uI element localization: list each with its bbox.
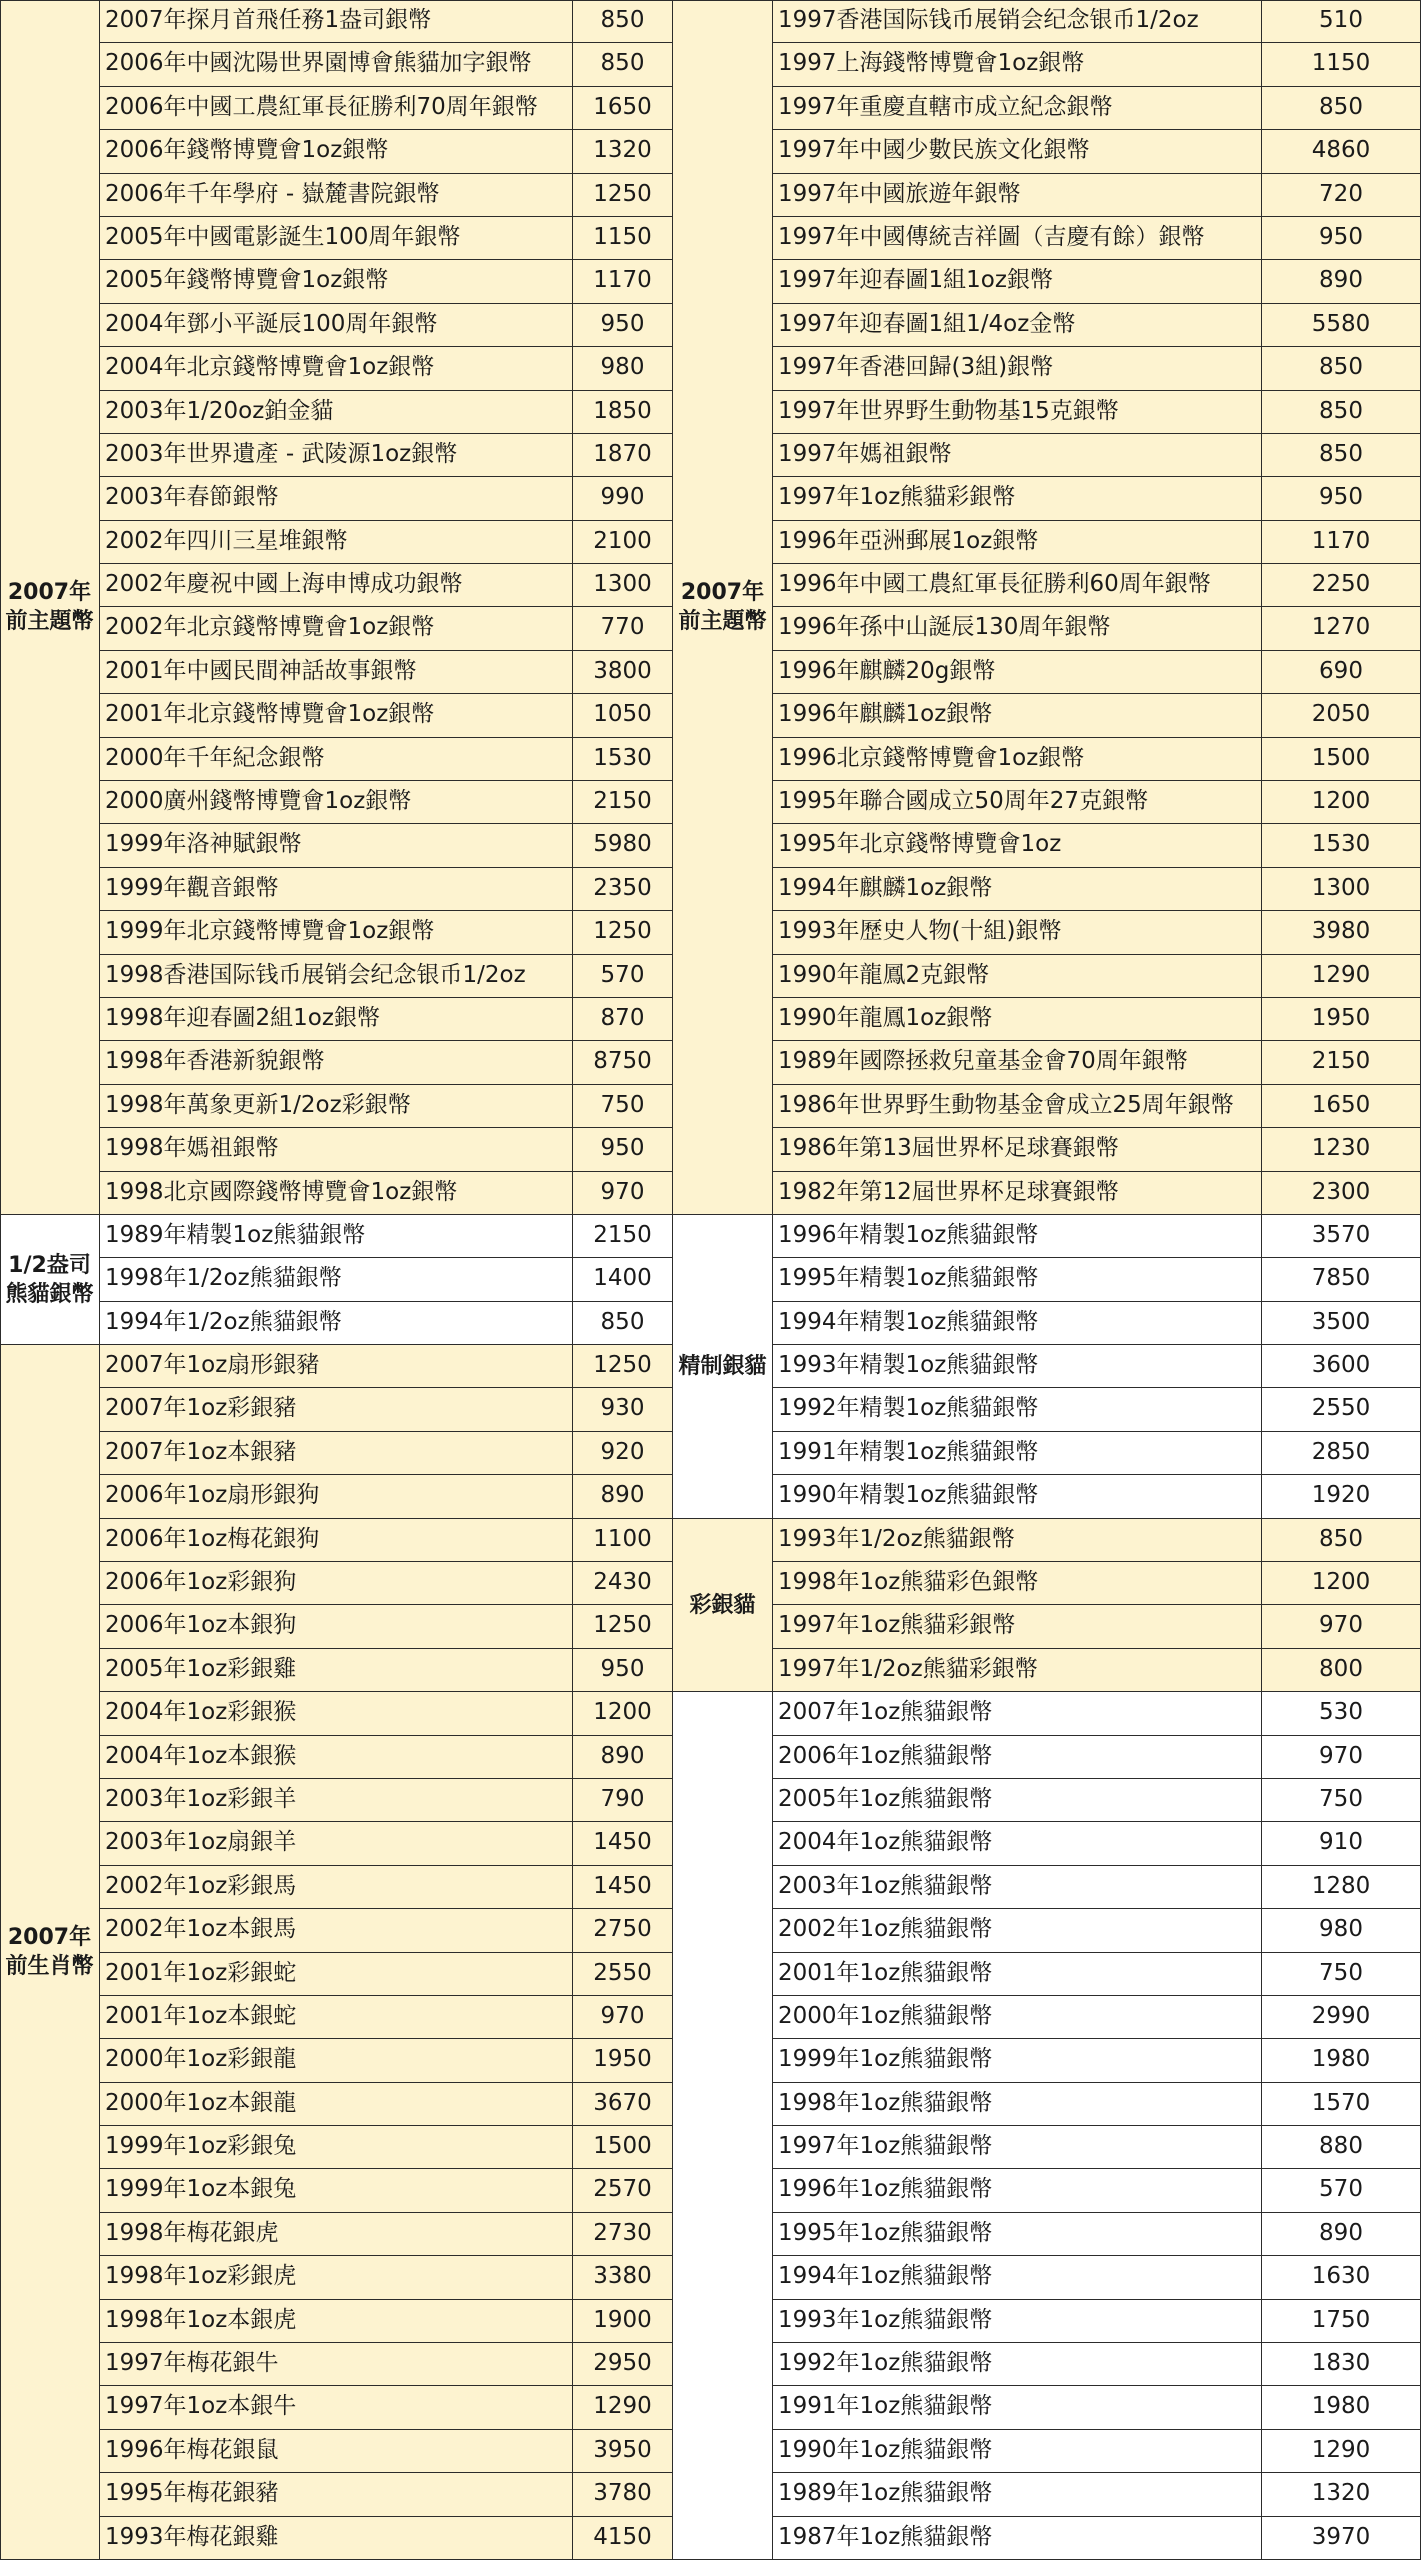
right-coin-name: 1998年1oz熊貓銀幣 [773, 2083, 1262, 2126]
right-coin-price: 1200 [1262, 1562, 1421, 1605]
right-coin-name: 1997年1oz熊貓銀幣 [773, 2126, 1262, 2169]
left-coin-name: 2002年北京錢幣博覽會1oz銀幣 [100, 607, 573, 651]
right-coin-name: 1996年麒麟1oz銀幣 [773, 694, 1262, 738]
left-coin-price: 1100 [573, 1519, 673, 1562]
right-coin-name: 2006年1oz熊貓銀幣 [773, 1736, 1262, 1779]
right-coin-price: 800 [1262, 1649, 1421, 1692]
right-coin-price: 1320 [1262, 2473, 1421, 2517]
left-coin-name: 2005年中國電影誕生100周年銀幣 [100, 217, 573, 260]
right-coin-name: 1996北京錢幣博覽會1oz銀幣 [773, 738, 1262, 781]
left-coin-name: 1998年1/2oz熊貓銀幣 [100, 1258, 573, 1302]
right-coin-price: 1530 [1262, 824, 1421, 868]
left-coin-price: 1530 [573, 738, 673, 781]
left-coin-name: 1998年1oz本銀虎 [100, 2300, 573, 2343]
left-coin-price: 1950 [573, 2039, 673, 2083]
right-coin-name: 1997年中國少數民族文化銀幣 [773, 130, 1262, 174]
right-coin-name: 1987年1oz熊貓銀幣 [773, 2517, 1262, 2560]
right-coin-price: 1200 [1262, 781, 1421, 824]
left-coin-price: 890 [573, 1475, 673, 1519]
left-coin-price: 890 [573, 1736, 673, 1779]
right-coin-price: 3500 [1262, 1302, 1421, 1345]
left-coin-name: 1998年1oz彩銀虎 [100, 2256, 573, 2300]
category-label-text: 精制銀貓 [678, 1354, 767, 1379]
left-coin-name: 2004年鄧小平誕辰100周年銀幣 [100, 304, 573, 347]
right-coin-name: 1996年亞洲郵展1oz銀幣 [773, 521, 1262, 564]
left-coin-name: 2006年1oz扇形銀狗 [100, 1475, 573, 1519]
left-coin-price: 970 [573, 1172, 673, 1215]
right-category-label [673, 0, 773, 1215]
right-coin-price: 1150 [1262, 43, 1421, 87]
right-coin-name: 1997年迎春圖1組1oz銀幣 [773, 260, 1262, 304]
right-coin-price: 1950 [1262, 998, 1421, 1041]
right-coin-name: 1990年龍鳳1oz銀幣 [773, 998, 1262, 1041]
left-coin-price: 1900 [573, 2300, 673, 2343]
left-coin-name: 1993年梅花銀雞 [100, 2517, 573, 2560]
left-category-label [0, 0, 100, 1215]
right-coin-price: 850 [1262, 391, 1421, 434]
right-coin-name: 2003年1oz熊貓銀幣 [773, 1866, 1262, 1909]
left-coin-price: 2350 [573, 868, 673, 911]
left-coin-price: 3800 [573, 651, 673, 694]
left-coin-name: 2000年千年紀念銀幣 [100, 738, 573, 781]
left-coin-price: 2430 [573, 1562, 673, 1605]
right-coin-price: 1290 [1262, 2430, 1421, 2473]
left-coin-price: 790 [573, 1779, 673, 1822]
left-coin-name: 2000年1oz彩銀龍 [100, 2039, 573, 2083]
left-coin-price: 1150 [573, 217, 673, 260]
left-coin-name: 2006年千年學府 - 嶽麓書院銀幣 [100, 174, 573, 217]
left-coin-name: 1999年觀音銀幣 [100, 868, 573, 911]
right-coin-name: 2007年1oz熊貓銀幣 [773, 1692, 1262, 1736]
left-coin-price: 1500 [573, 2126, 673, 2169]
right-coin-price: 1570 [1262, 2083, 1421, 2126]
left-coin-name: 2002年四川三星堆銀幣 [100, 521, 573, 564]
right-coin-price: 2990 [1262, 1996, 1421, 2039]
category-label-text: 2007年前主題幣 [5, 580, 94, 634]
left-coin-price: 4150 [573, 2517, 673, 2560]
left-coin-price: 2950 [573, 2343, 673, 2386]
left-coin-price: 1050 [573, 694, 673, 738]
right-coin-price: 1170 [1262, 521, 1421, 564]
right-coin-name: 1996年1oz熊貓銀幣 [773, 2169, 1262, 2213]
left-coin-name: 1994年1/2oz熊貓銀幣 [100, 1302, 573, 1345]
right-coin-name: 1990年1oz熊貓銀幣 [773, 2430, 1262, 2473]
right-coin-name: 1993年1/2oz熊貓銀幣 [773, 1519, 1262, 1562]
left-coin-name: 2003年1oz彩銀羊 [100, 1779, 573, 1822]
right-coin-name: 1989年國際拯救兒童基金會70周年銀幣 [773, 1041, 1262, 1085]
right-coin-name: 1990年龍鳳2克銀幣 [773, 955, 1262, 998]
right-coin-name: 1996年麒麟20g銀幣 [773, 651, 1262, 694]
left-coin-name: 1996年梅花銀鼠 [100, 2430, 573, 2473]
left-coin-name: 2004年1oz彩銀猴 [100, 1692, 573, 1736]
left-coin-name: 2003年1oz扇銀羊 [100, 1822, 573, 1866]
right-coin-name: 1997年媽祖銀幣 [773, 434, 1262, 477]
right-coin-name: 1995年精製1oz熊貓銀幣 [773, 1258, 1262, 1302]
left-coin-name: 2007年探月首飛任務1盎司銀幣 [100, 0, 573, 43]
category-label-text: 2007年前主題幣 [678, 580, 767, 634]
right-coin-price: 2050 [1262, 694, 1421, 738]
right-coin-name: 1992年1oz熊貓銀幣 [773, 2343, 1262, 2386]
right-coin-name: 1991年精製1oz熊貓銀幣 [773, 1432, 1262, 1475]
right-coin-price: 1230 [1262, 1128, 1421, 1172]
right-coin-price: 890 [1262, 2213, 1421, 2256]
right-coin-name: 1994年1oz熊貓銀幣 [773, 2256, 1262, 2300]
right-coin-price: 2250 [1262, 564, 1421, 607]
right-category-label [673, 1519, 773, 1692]
right-coin-price: 1270 [1262, 607, 1421, 651]
right-coin-price: 850 [1262, 1519, 1421, 1562]
left-coin-price: 1290 [573, 2386, 673, 2430]
right-coin-name: 1999年1oz熊貓銀幣 [773, 2039, 1262, 2083]
right-coin-name: 1997年迎春圖1組1/4oz金幣 [773, 304, 1262, 347]
left-coin-price: 2100 [573, 521, 673, 564]
right-coin-price: 980 [1262, 1909, 1421, 1953]
left-coin-name: 1998年迎春圖2組1oz銀幣 [100, 998, 573, 1041]
left-coin-price: 5980 [573, 824, 673, 868]
right-coin-price: 1830 [1262, 2343, 1421, 2386]
category-label-text: 1/2盎司熊貓銀幣 [5, 1252, 94, 1307]
right-coin-price: 970 [1262, 1736, 1421, 1779]
right-coin-price: 7850 [1262, 1258, 1421, 1302]
right-coin-name: 1997年1oz熊貓彩銀幣 [773, 1605, 1262, 1649]
right-coin-price: 510 [1262, 0, 1421, 43]
left-coin-name: 2000年1oz本銀龍 [100, 2083, 573, 2126]
right-coin-name: 1996年精製1oz熊貓銀幣 [773, 1215, 1262, 1258]
left-coin-price: 2730 [573, 2213, 673, 2256]
left-coin-name: 2006年1oz本銀狗 [100, 1605, 573, 1649]
right-coin-name: 1996年中國工農紅軍長征勝利60周年銀幣 [773, 564, 1262, 607]
left-coin-name: 1989年精製1oz熊貓銀幣 [100, 1215, 573, 1258]
left-coin-price: 980 [573, 347, 673, 391]
right-coin-price: 5580 [1262, 304, 1421, 347]
right-coin-name: 1997年重慶直轄市成立紀念銀幣 [773, 87, 1262, 130]
category-label-text: 2007年前生肖幣 [5, 1925, 94, 1979]
left-category-label [0, 1345, 100, 2560]
right-coin-price: 950 [1262, 217, 1421, 260]
right-coin-name: 1997年中國傳統吉祥圖（吉慶有餘）銀幣 [773, 217, 1262, 260]
left-coin-name: 1999年北京錢幣博覽會1oz銀幣 [100, 911, 573, 955]
right-coin-price: 970 [1262, 1605, 1421, 1649]
left-coin-name: 2006年1oz梅花銀狗 [100, 1519, 573, 1562]
right-coin-price: 3600 [1262, 1345, 1421, 1388]
right-coin-price: 2150 [1262, 1041, 1421, 1085]
left-coin-name: 2003年春節銀幣 [100, 477, 573, 521]
left-coin-price: 2550 [573, 1953, 673, 1996]
left-coin-price: 750 [573, 1085, 673, 1128]
left-coin-price: 1250 [573, 174, 673, 217]
left-coin-price: 570 [573, 955, 673, 998]
right-coin-name: 1993年1oz熊貓銀幣 [773, 2300, 1262, 2343]
right-coin-name: 1989年1oz熊貓銀幣 [773, 2473, 1262, 2517]
right-coin-name: 1993年歷史人物(十組)銀幣 [773, 911, 1262, 955]
left-coin-price: 3670 [573, 2083, 673, 2126]
right-coin-price: 3970 [1262, 2517, 1421, 2560]
left-coin-price: 950 [573, 1649, 673, 1692]
right-coin-price: 1300 [1262, 868, 1421, 911]
left-coin-name: 2002年慶祝中國上海申博成功銀幣 [100, 564, 573, 607]
left-coin-price: 3780 [573, 2473, 673, 2517]
left-coin-name: 2007年1oz扇形銀豬 [100, 1345, 573, 1388]
left-coin-name: 1999年1oz本銀兔 [100, 2169, 573, 2213]
left-coin-name: 2004年1oz本銀猴 [100, 1736, 573, 1779]
left-coin-price: 930 [573, 1388, 673, 1432]
right-coin-price: 530 [1262, 1692, 1421, 1736]
right-category-label [673, 1692, 773, 2560]
right-coin-price: 890 [1262, 260, 1421, 304]
left-coin-price: 1320 [573, 130, 673, 174]
left-coin-price: 770 [573, 607, 673, 651]
left-coin-price: 1170 [573, 260, 673, 304]
left-coin-name: 1998北京國際錢幣博覽會1oz銀幣 [100, 1172, 573, 1215]
left-coin-name: 1998年媽祖銀幣 [100, 1128, 573, 1172]
left-coin-name: 2001年1oz本銀蛇 [100, 1996, 573, 2039]
left-coin-name: 2000廣州錢幣博覽會1oz銀幣 [100, 781, 573, 824]
right-coin-price: 2300 [1262, 1172, 1421, 1215]
left-coin-name: 2005年錢幣博覽會1oz銀幣 [100, 260, 573, 304]
left-coin-price: 1250 [573, 1345, 673, 1388]
left-coin-price: 1450 [573, 1822, 673, 1866]
left-coin-name: 2006年中國工農紅軍長征勝利70周年銀幣 [100, 87, 573, 130]
left-coin-price: 1250 [573, 911, 673, 955]
left-coin-price: 950 [573, 1128, 673, 1172]
right-coin-price: 690 [1262, 651, 1421, 694]
right-coin-name: 1992年精製1oz熊貓銀幣 [773, 1388, 1262, 1432]
right-coin-price: 1630 [1262, 2256, 1421, 2300]
left-coin-price: 8750 [573, 1041, 673, 1085]
right-coin-price: 1980 [1262, 2039, 1421, 2083]
right-coin-price: 3570 [1262, 1215, 1421, 1258]
left-coin-price: 1450 [573, 1866, 673, 1909]
left-coin-price: 1870 [573, 434, 673, 477]
right-coin-price: 1920 [1262, 1475, 1421, 1519]
right-coin-name: 2005年1oz熊貓銀幣 [773, 1779, 1262, 1822]
right-coin-price: 1500 [1262, 738, 1421, 781]
left-coin-price: 2150 [573, 781, 673, 824]
left-coin-name: 2006年中國沈陽世界園博會熊貓加字銀幣 [100, 43, 573, 87]
left-coin-name: 1998香港国际钱币展销会纪念银币1/2oz [100, 955, 573, 998]
right-coin-price: 570 [1262, 2169, 1421, 2213]
left-coin-name: 2001年1oz彩銀蛇 [100, 1953, 573, 1996]
right-coin-price: 750 [1262, 1953, 1421, 1996]
right-coin-price: 1280 [1262, 1866, 1421, 1909]
left-coin-name: 1999年1oz彩銀兔 [100, 2126, 573, 2169]
left-coin-name: 1998年香港新貌銀幣 [100, 1041, 573, 1085]
left-coin-price: 1200 [573, 1692, 673, 1736]
left-coin-name: 2006年錢幣博覽會1oz銀幣 [100, 130, 573, 174]
right-coin-name: 1996年孫中山誕辰130周年銀幣 [773, 607, 1262, 651]
left-coin-name: 1997年1oz本銀牛 [100, 2386, 573, 2430]
right-coin-price: 3980 [1262, 911, 1421, 955]
left-coin-price: 950 [573, 304, 673, 347]
right-coin-price: 850 [1262, 434, 1421, 477]
left-coin-name: 2003年世界遺產 - 武陵源1oz銀幣 [100, 434, 573, 477]
right-coin-name: 1995年聯合國成立50周年27克銀幣 [773, 781, 1262, 824]
left-coin-price: 2570 [573, 2169, 673, 2213]
left-coin-name: 1998年梅花銀虎 [100, 2213, 573, 2256]
right-coin-price: 1980 [1262, 2386, 1421, 2430]
left-coin-name: 2002年1oz本銀馬 [100, 1909, 573, 1953]
right-coin-name: 1986年第13屆世界杯足球賽銀幣 [773, 1128, 1262, 1172]
right-coin-price: 910 [1262, 1822, 1421, 1866]
right-coin-price: 4860 [1262, 130, 1421, 174]
right-coin-price: 750 [1262, 1779, 1421, 1822]
left-coin-price: 870 [573, 998, 673, 1041]
right-coin-name: 1995年北京錢幣博覽會1oz [773, 824, 1262, 868]
left-coin-name: 1995年梅花銀豬 [100, 2473, 573, 2517]
left-coin-price: 1650 [573, 87, 673, 130]
right-category-label [673, 1215, 773, 1519]
right-coin-name: 1990年精製1oz熊貓銀幣 [773, 1475, 1262, 1519]
left-coin-name: 1997年梅花銀牛 [100, 2343, 573, 2386]
left-coin-price: 990 [573, 477, 673, 521]
left-coin-price: 1850 [573, 391, 673, 434]
right-coin-name: 1991年1oz熊貓銀幣 [773, 2386, 1262, 2430]
right-coin-name: 2001年1oz熊貓銀幣 [773, 1953, 1262, 1996]
right-coin-name: 1982年第12屆世界杯足球賽銀幣 [773, 1172, 1262, 1215]
left-coin-name: 2003年1/20oz鉑金貓 [100, 391, 573, 434]
category-label-text: 彩銀貓 [689, 1592, 756, 1618]
right-coin-price: 2550 [1262, 1388, 1421, 1432]
right-coin-name: 1994年精製1oz熊貓銀幣 [773, 1302, 1262, 1345]
left-coin-price: 2750 [573, 1909, 673, 1953]
left-coin-price: 920 [573, 1432, 673, 1475]
left-coin-price: 850 [573, 43, 673, 87]
left-coin-price: 850 [573, 0, 673, 43]
right-coin-price: 880 [1262, 2126, 1421, 2169]
right-coin-name: 1997年1oz熊貓彩銀幣 [773, 477, 1262, 521]
right-coin-name: 1994年麒麟1oz銀幣 [773, 868, 1262, 911]
left-coin-price: 3380 [573, 2256, 673, 2300]
left-coin-name: 2001年中國民間神話故事銀幣 [100, 651, 573, 694]
left-coin-name: 2007年1oz本銀豬 [100, 1432, 573, 1475]
left-coin-name: 2004年北京錢幣博覽會1oz銀幣 [100, 347, 573, 391]
right-coin-price: 720 [1262, 174, 1421, 217]
right-coin-name: 1995年1oz熊貓銀幣 [773, 2213, 1262, 2256]
left-coin-price: 850 [573, 1302, 673, 1345]
right-coin-name: 2000年1oz熊貓銀幣 [773, 1996, 1262, 2039]
right-coin-name: 1997年香港回歸(3組)銀幣 [773, 347, 1262, 391]
left-coin-name: 1999年洛神賦銀幣 [100, 824, 573, 868]
left-coin-name: 2001年北京錢幣博覽會1oz銀幣 [100, 694, 573, 738]
right-coin-name: 1997上海錢幣博覽會1oz銀幣 [773, 43, 1262, 87]
left-coin-name: 2007年1oz彩銀豬 [100, 1388, 573, 1432]
right-coin-price: 850 [1262, 347, 1421, 391]
right-coin-name: 1997年中國旅遊年銀幣 [773, 174, 1262, 217]
right-coin-name: 1993年精製1oz熊貓銀幣 [773, 1345, 1262, 1388]
right-coin-price: 950 [1262, 477, 1421, 521]
right-coin-name: 1986年世界野生動物基金會成立25周年銀幣 [773, 1085, 1262, 1128]
left-coin-price: 1400 [573, 1258, 673, 1302]
left-coin-name: 2005年1oz彩銀雞 [100, 1649, 573, 1692]
right-coin-name: 2004年1oz熊貓銀幣 [773, 1822, 1262, 1866]
left-category-label [0, 1215, 100, 1345]
left-coin-name: 2006年1oz彩銀狗 [100, 1562, 573, 1605]
left-coin-name: 1998年萬象更新1/2oz彩銀幣 [100, 1085, 573, 1128]
left-coin-name: 2002年1oz彩銀馬 [100, 1866, 573, 1909]
right-coin-price: 850 [1262, 87, 1421, 130]
right-coin-name: 1997香港国际钱币展销会纪念银币1/2oz [773, 0, 1262, 43]
right-coin-price: 1650 [1262, 1085, 1421, 1128]
left-coin-price: 1300 [573, 564, 673, 607]
left-coin-price: 1250 [573, 1605, 673, 1649]
left-coin-price: 3950 [573, 2430, 673, 2473]
right-coin-price: 1290 [1262, 955, 1421, 998]
left-coin-price: 2150 [573, 1215, 673, 1258]
right-coin-price: 1750 [1262, 2300, 1421, 2343]
right-coin-name: 2002年1oz熊貓銀幣 [773, 1909, 1262, 1953]
right-coin-name: 1998年1oz熊貓彩色銀幣 [773, 1562, 1262, 1605]
right-coin-price: 2850 [1262, 1432, 1421, 1475]
right-coin-name: 1997年1/2oz熊貓彩銀幣 [773, 1649, 1262, 1692]
right-coin-name: 1997年世界野生動物基15克銀幣 [773, 391, 1262, 434]
left-coin-price: 970 [573, 1996, 673, 2039]
